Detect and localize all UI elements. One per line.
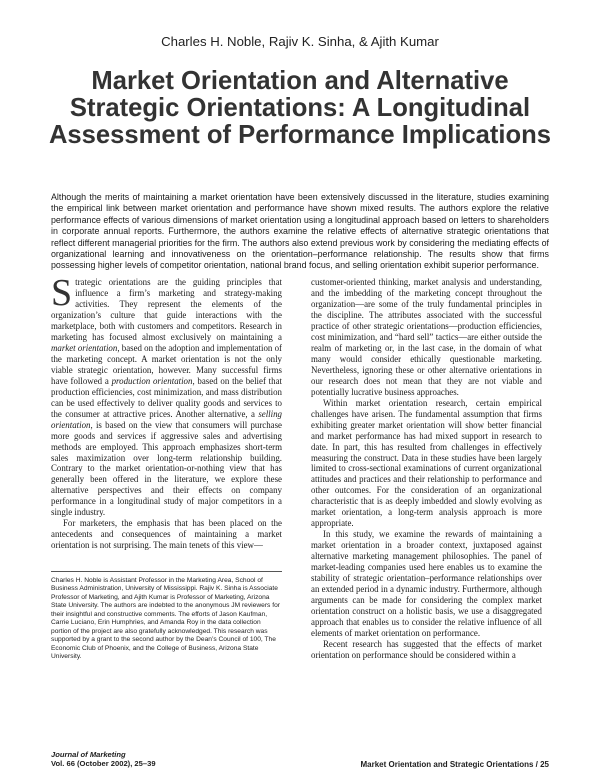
body-column-right (311, 277, 542, 661)
body-paragraph: customer-oriented thinking, market analysis and understanding, and the imbedding of the marketing concept throughout the organization—are some of the truly fundamental principles in the discipline. The attributes associated with the successful practice of other strategic orientations—production efficiencies, cost minimization, and “hard sell” tactics—are either outside the realm of marketing or, in the last case, in the domain of what many would consider ethically questionable marketing. Nevertheless, ignoring these or other alternative orientations in our research does not mean that they are not viable and potentially lucrative business approaches. (311, 277, 542, 397)
body-text: , based on the belief that production efficiencies, cost minimization, and mass distribution can be used effectively to deliver quality goods and services to the consumer at attractive prices. Another alternative, a (51, 375, 282, 419)
body-text: trategic orientations are the guiding principles that influence a firm’s marketing and strategy-making activities. They represent the elements of the organization’s culture that guide interactions with the marketplace, both with customers and competitors. Research in marketing has focused almost exclusively on maintaining a (51, 277, 282, 342)
body-paragraph: In this study, we examine the rewards of maintaining a market orientation in a broader context, juxtaposed against alternative marketing management philosophies. The panel of market-leading companies used here enables us to examine the stability of strategic orientation–performance relationships over an extended period in a dynamic industry. Furthermore, although arguments can be made for considering the complex market orientation construct on a holistic basis, we use a disaggregated approach that enables us to consider the relative influence of all elements of market orientation on performance. (311, 529, 542, 638)
emphasis-term: market orientation (51, 342, 118, 353)
body-column-left (51, 272, 282, 551)
journal-volume: Vol. 66 (October 2002), 25–39 (51, 759, 156, 768)
abstract: Although the merits of maintaining a market orientation have been extensively discussed in the literature, studies examining the empirical link between market orientation and performance have shown mixed results. The authors explore the relative performance effects of various dimensions of market orientation using a longitudinal approach based on letters to shareholders in corporate annual reports. Furthermore, the authors examine the relative effects of alternative strategic orientations that reflect different managerial priorities for the firm. The authors also extend previous work by considering the mediating effects of organizational learning and innovativeness on the orientation–performance relationship. The results show that firms possessing higher levels of competitor orientation, national brand focus, and selling orientation exhibit superior performance. (51, 192, 549, 271)
body-paragraph (51, 272, 282, 518)
running-footer: Market Orientation and Strategic Orientations / 25 (360, 760, 549, 769)
author-line: Charles H. Noble, Rajiv K. Sinha, & Ajith Kumar (161, 34, 439, 49)
article-title: Market Orientation and Alternative Strategic Orientations: A Longitudinal Assessment of Performance Implications (48, 67, 552, 149)
body-text: , based on the adoption and implementation of the marketing concept. A market orientation is not the only viable strategic orientation, however. Many successful firms have followed a (51, 342, 282, 386)
journal-citation (51, 750, 156, 768)
body-text: , is based on the view that consumers will purchase more goods and services if aggressive sales and advertising methods are employed. This approach emphasizes short-term sales maximization over long-term relationship building. Contrary to the market orientation-or-nothing view that has generally been offered in the literature, we explore these alternative perspectives and their effects on company performance in a longitudinal study of major competitors in a single industry. (51, 419, 282, 518)
emphasis-term: production orientation (111, 375, 193, 386)
footnote-divider (51, 571, 282, 572)
journal-name: Journal of Marketing (51, 750, 126, 759)
emphasis-term: selling orientation (51, 408, 282, 430)
author-footnote: Charles H. Noble is Assistant Professor in the Marketing Area, School of Business Administration, University of Mississippi. Rajiv K. Sinha is Associate Professor of Marketing, and Ajith Kumar is Professor of Marketing, Arizona State University. The authors are indebted to the anonymous JM reviewers for their insightful and constructive comments. The efforts of Jason Kaufman, Carrie Luciano, Erin Humphries, and Amanda Roy in the data collection portion of the project are also gratefully acknowledged. This research was supported by a grant to the second author by the Dean’s Council of 100, The Economic Club of Phoenix, and the College of Business, Arizona State University. (51, 577, 280, 661)
body-paragraph: Within market orientation research, certain empirical challenges have arisen. The fundamental assumption that firms exhibiting greater market orientation will show better financial and market performance has had mixed support in research to date. In part, this has resulted from challenges in effectively measuring the construct. Data in these studies have been largely limited to cross-sectional examinations of current organizational attitudes and practices and their relationship to performance and other outcomes. For the consideration of an organizational characteristic that is as deeply imbedded and slowly evolving as market orientation, a long-term analysis approach is more appropriate. (311, 397, 542, 529)
body-paragraph: Recent research has suggested that the effects of market orientation on performance should be considered within a (311, 638, 542, 660)
body-paragraph: For marketers, the emphasis that has been placed on the antecedents and consequences of maintaining a market orientation is not surprising. The main tenets of this view— (51, 518, 282, 551)
drop-cap: S (51, 272, 73, 314)
